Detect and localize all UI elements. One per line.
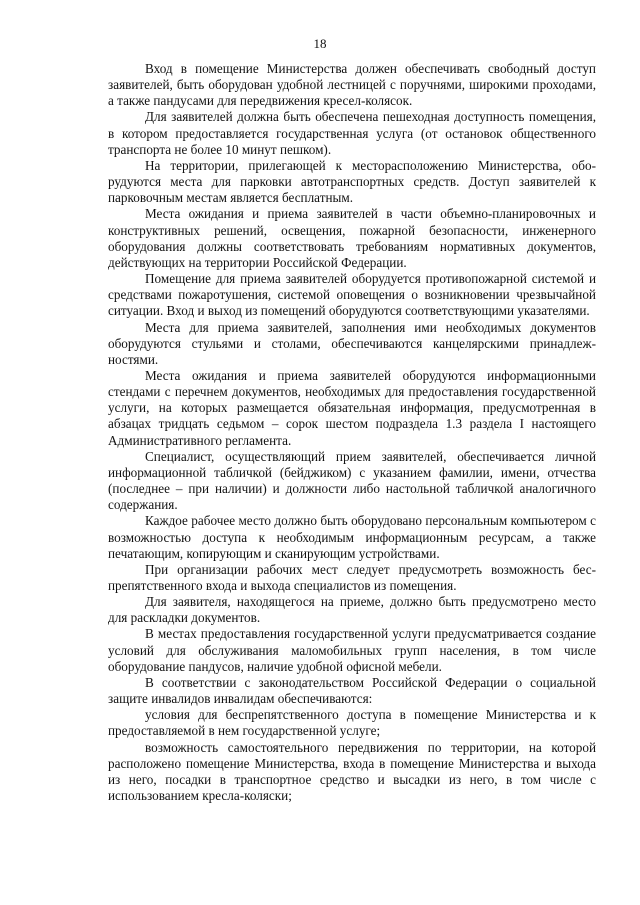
paragraph-disability-protection: В соответствии с законодательством Российской Федерации о социальной защите инвалидов инвалидам обеспечиваются:	[108, 674, 596, 707]
paragraph-information-stands: Места ожидания и приема заявителей оборудуются информационными стендами с перечнем документов, необходимых для предоставления государственной услуги, на которых размещается обязательная информация, предусмотренная в абзацах тридцать седьмом – сорок шестом подраздела 1.3 раздела I настоящего Административного регламента.	[108, 367, 596, 448]
paragraph-fire-safety: Помещение для приема заявителей оборудуется противопожарной системой и средствами пожаротушения, системой оповещения о возникновении чрезвычайной ситуации. Вход и выход из помещений оборудуются соответствующими указателями.	[108, 271, 596, 319]
paragraph-entrance-access: Вход в помещение Министерства должен обеспечивать свободный доступ заявителей, быть оборудован удобной лестницей с поручнями, широкими проходами, а также пандусами для передвижения кресел-колясок.	[108, 61, 596, 109]
paragraph-reception-furniture: Места для приема заявителей, заполнения ими необходимых документов оборудуются стульями и столами, обеспечиваются канцелярскими принадлежностями.	[108, 319, 596, 367]
document-body	[108, 61, 596, 804]
paragraph-parking: На территории, прилегающей к месторасположению Министерства, оборудуются места для парковки автотранспортных средств. Доступ заявителей к парковочным местам является бесплатным.	[108, 157, 596, 206]
paragraph-workplace-organization: При организации рабочих мест следует предусмотреть возможность беспрепятственного входа и выхода специалистов из помещения.	[108, 561, 596, 593]
paragraph-specialist-badge: Специалист, осуществляющий прием заявителей, обеспечивается личной информационной табличкой (бейджиком) с указанием фамилии, имени, отчества (последнее – при наличии) и должности либо настольной табличкой аналогичного содержания.	[108, 448, 596, 513]
paragraph-barrier-free-access: условия для беспрепятственного доступа в помещение Министерства и к предоставляемой в нем государственной услуге;	[108, 707, 596, 739]
paragraph-workstation-equipment: Каждое рабочее место должно быть оборудовано персональным компьютером с возможностью доступа к необходимым информационным ресурсам, а также печатающим, копирующим и сканирующим устройствами.	[108, 513, 596, 561]
paragraph-low-mobility-conditions: В местах предоставления государственной услуги предусматривается создание условий для обслуживания маломобильных групп населения, в том числе оборудование пандусов, наличие удобной офисной мебели.	[108, 626, 596, 674]
paragraph-independent-movement: возможность самостоятельного передвижения по территории, на которой расположено помещение Министерства, входа в помещение Министерства и выхода из него, посадки в транспортное средство и высадки из него, в том числе с использованием кресла-коляски;	[108, 739, 596, 804]
paragraph-document-space: Для заявителя, находящегося на приеме, должно быть предусмотрено место для раскладки документов.	[108, 594, 596, 626]
paragraph-pedestrian-access: Для заявителей должна быть обеспечена пешеходная доступность помещения, в котором предоставляется государственная услуга (от остановок общественного транспорта не более 10 минут пешком).	[108, 109, 596, 157]
paragraph-waiting-areas: Места ожидания и приема заявителей в части объемно-планировочных и конструктивных решений, освещения, пожарной безопасности, инженерного оборудования должны соответствовать требованиям нормативных документов, действующих на территории Российской Федерации.	[108, 206, 596, 270]
page-number: 18	[313, 36, 327, 51]
